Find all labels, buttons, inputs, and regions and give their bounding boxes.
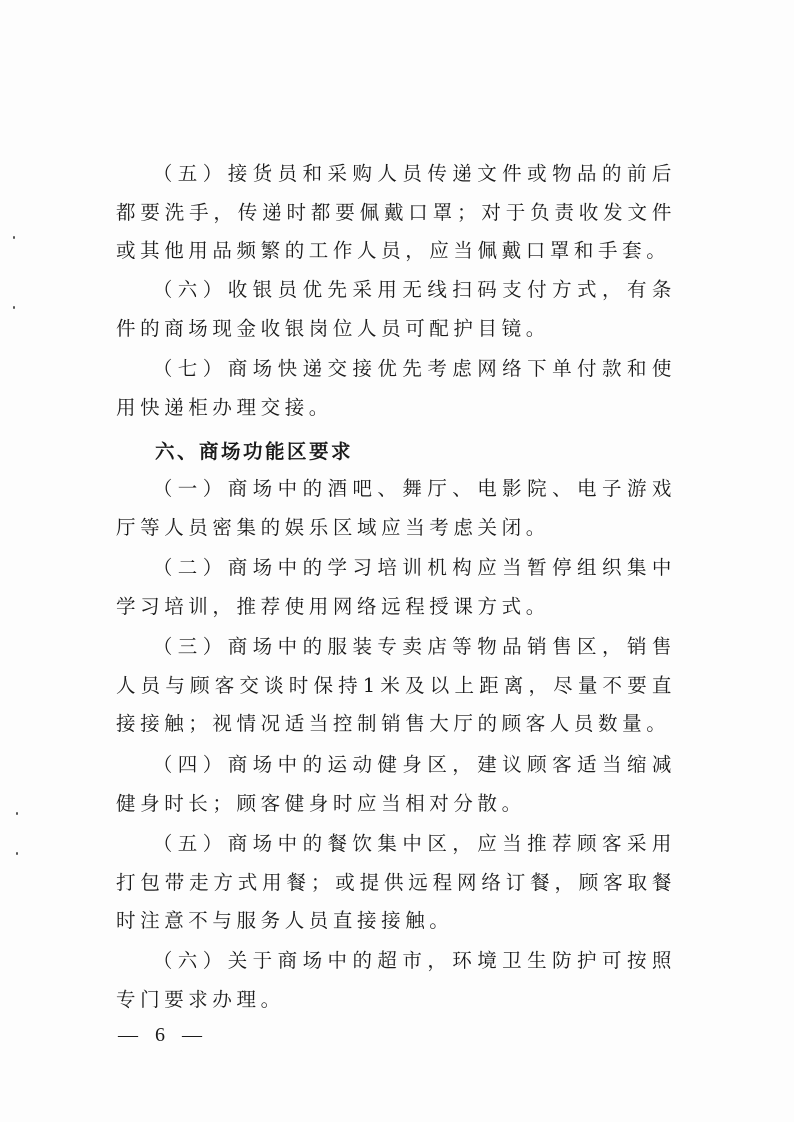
paragraph-supermarket: （六）关于商场中的超市，环境卫生防护可按照专门要求办理。 xyxy=(116,949,676,1011)
scan-speck xyxy=(13,236,15,239)
paragraph-entertainment-area: （一）商场中的酒吧、舞厅、电影院、电子游戏厅等人员密集的娱乐区域应当考虑关闭。 xyxy=(116,477,676,539)
paragraph-cashier: （六）收银员优先采用无线扫码支付方式，有条件的商场现金收银岗位人员可配护目镜。 xyxy=(116,278,676,340)
paragraph-clothing-stores: （三）商场中的服装专卖店等物品销售区，销售人员与顾客交谈时保持1米及以上距离，尽量不要直接接触；视情况适当控制销售大厅的顾客人员数量。 xyxy=(116,635,676,735)
page-number: — 6 — xyxy=(118,1024,208,1046)
scan-speck xyxy=(13,306,15,309)
section-heading: 六、商场功能区要求 xyxy=(155,440,354,463)
paragraph-dining-area: （五）商场中的餐饮集中区，应当推荐顾客采用打包带走方式用餐；或提供远程网络订餐，顾客取餐时注意不与服务人员直接接触。 xyxy=(116,832,676,932)
paragraph-fitness-area: （四）商场中的运动健身区，建议顾客适当缩减健身时长；顾客健身时应当相对分散。 xyxy=(116,753,676,815)
paragraph-receiving-staff: （五）接货员和采购人员传递文件或物品的前后都要洗手，传递时都要佩戴口罩；对于负责收发文件或其他用品频繁的工作人员，应当佩戴口罩和手套。 xyxy=(116,162,676,262)
scan-speck xyxy=(16,852,18,855)
paragraph-training-institutions: （二）商场中的学习培训机构应当暂停组织集中学习培训，推荐使用网络远程授课方式。 xyxy=(116,556,676,618)
paragraph-express-delivery: （七）商场快递交接优先考虑网络下单付款和使用快递柜办理交接。 xyxy=(116,357,676,419)
scan-speck xyxy=(16,812,18,815)
